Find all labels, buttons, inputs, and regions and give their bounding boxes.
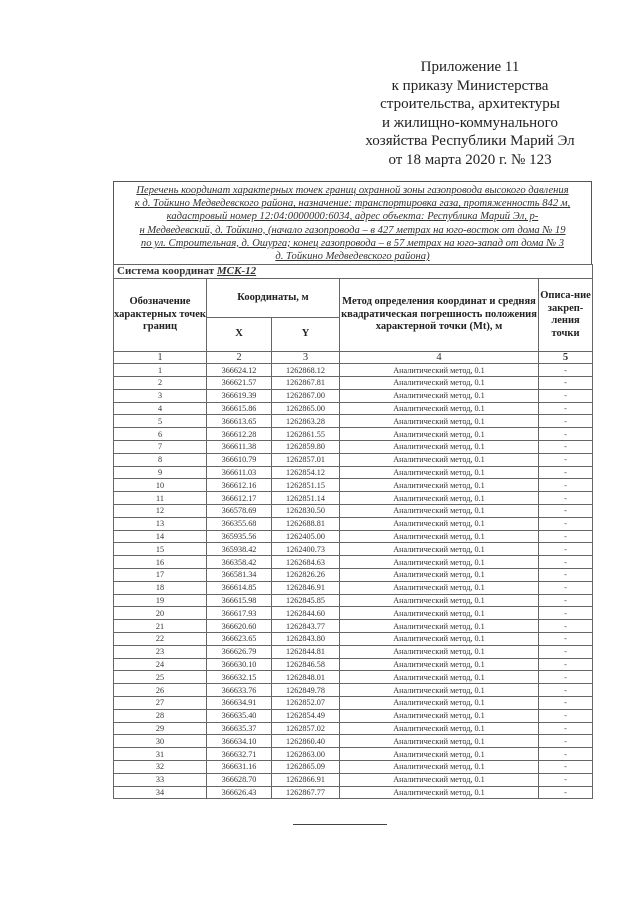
coord-x: 366624.12: [207, 364, 272, 377]
appendix-line: к приказу Министерства: [391, 77, 549, 94]
description: -: [539, 543, 593, 556]
point-id: 31: [114, 748, 207, 761]
table-row: [114, 709, 593, 722]
point-id: 1: [114, 364, 207, 377]
table-row: [114, 594, 593, 607]
coord-x: 365935.56: [207, 530, 272, 543]
description: -: [539, 504, 593, 517]
point-id: 26: [114, 684, 207, 697]
coord-y: 1262846.58: [272, 658, 340, 671]
point-id: 11: [114, 492, 207, 505]
coord-x: 366613.65: [207, 415, 272, 428]
coord-y: 1262849.78: [272, 684, 340, 697]
description: -: [539, 607, 593, 620]
title-line: н Медведевский, д. Тойкино, (начало газопровода – в 427 метрах на юго-восток от дома № 19: [139, 224, 566, 236]
description: -: [539, 581, 593, 594]
point-id: 32: [114, 760, 207, 773]
coord-x: 366631.16: [207, 760, 272, 773]
description: -: [539, 671, 593, 684]
coord-x: 366358.42: [207, 556, 272, 569]
table-row: [114, 543, 593, 556]
point-id: 16: [114, 556, 207, 569]
coord-x: 366635.37: [207, 722, 272, 735]
table-row: [114, 517, 593, 530]
table-row: [114, 389, 593, 402]
coord-y: 1262859.80: [272, 441, 340, 454]
point-id: 6: [114, 428, 207, 441]
column-numbers-row: [114, 352, 593, 364]
table-title: [113, 181, 592, 264]
description: -: [539, 658, 593, 671]
point-id: 33: [114, 773, 207, 786]
coord-y: 1262851.15: [272, 479, 340, 492]
description: -: [539, 735, 593, 748]
description: -: [539, 428, 593, 441]
title-line: Перечень координат характерных точек границ охранной зоны газопровода высокого давления: [136, 185, 569, 196]
table-row: [114, 492, 593, 505]
description: -: [539, 722, 593, 735]
column-number: 1: [114, 352, 207, 364]
header-coords: Координаты, м: [207, 279, 340, 317]
point-id: 20: [114, 607, 207, 620]
coord-x: 366615.86: [207, 402, 272, 415]
coord-x: 366611.38: [207, 441, 272, 454]
method: Аналитический метод, 0.1: [340, 428, 539, 441]
title-line: д. Тойкино Медведевского района): [275, 251, 430, 263]
coord-x: 366633.76: [207, 684, 272, 697]
method: Аналитический метод, 0.1: [340, 632, 539, 645]
method: Аналитический метод, 0.1: [340, 620, 539, 633]
method: Аналитический метод, 0.1: [340, 568, 539, 581]
table-row: [114, 364, 593, 377]
description: -: [539, 645, 593, 658]
method: Аналитический метод, 0.1: [340, 530, 539, 543]
point-id: 25: [114, 671, 207, 684]
coord-x: 366630.10: [207, 658, 272, 671]
appendix-line: от 18 марта 2020 г. № 123: [388, 151, 552, 168]
coord-y: 1262854.49: [272, 709, 340, 722]
method: Аналитический метод, 0.1: [340, 735, 539, 748]
footer-divider: [293, 824, 387, 825]
coord-x: 366621.57: [207, 377, 272, 390]
description: -: [539, 594, 593, 607]
description: -: [539, 530, 593, 543]
description: -: [539, 402, 593, 415]
point-id: 18: [114, 581, 207, 594]
method: Аналитический метод, 0.1: [340, 607, 539, 620]
table-row: [114, 428, 593, 441]
method: Аналитический метод, 0.1: [340, 696, 539, 709]
description: -: [539, 709, 593, 722]
method: Аналитический метод, 0.1: [340, 658, 539, 671]
description: -: [539, 684, 593, 697]
description: -: [539, 568, 593, 581]
coord-y: 1262867.77: [272, 786, 340, 799]
coord-y: 1262405.00: [272, 530, 340, 543]
table-row: [114, 658, 593, 671]
coord-x: 366634.91: [207, 696, 272, 709]
coord-y: 1262826.26: [272, 568, 340, 581]
description: -: [539, 517, 593, 530]
point-id: 13: [114, 517, 207, 530]
point-id: 8: [114, 453, 207, 466]
coord-y: 1262854.12: [272, 466, 340, 479]
coord-y: 1262852.07: [272, 696, 340, 709]
point-id: 27: [114, 696, 207, 709]
method: Аналитический метод, 0.1: [340, 671, 539, 684]
description: -: [539, 696, 593, 709]
method: Аналитический метод, 0.1: [340, 709, 539, 722]
coord-y: 1262863.28: [272, 415, 340, 428]
method: Аналитический метод, 0.1: [340, 786, 539, 799]
point-id: 28: [114, 709, 207, 722]
point-id: 23: [114, 645, 207, 658]
coord-y: 1262866.91: [272, 773, 340, 786]
method: Аналитический метод, 0.1: [340, 556, 539, 569]
table-row: [114, 760, 593, 773]
coord-x: 366619.39: [207, 389, 272, 402]
coord-x: 366632.71: [207, 748, 272, 761]
table-row: [114, 377, 593, 390]
point-id: 12: [114, 504, 207, 517]
column-number: 5: [539, 352, 593, 364]
coord-x: 366623.65: [207, 632, 272, 645]
header-method: Метод определения координат и средняя квадратическая погрешность положения характерной точки (Mt), м: [340, 279, 539, 352]
method: Аналитический метод, 0.1: [340, 581, 539, 594]
method: Аналитический метод, 0.1: [340, 453, 539, 466]
method: Аналитический метод, 0.1: [340, 645, 539, 658]
method: Аналитический метод, 0.1: [340, 760, 539, 773]
description: -: [539, 556, 593, 569]
coord-x: 366620.60: [207, 620, 272, 633]
table-row: [114, 479, 593, 492]
coord-y: 1262860.40: [272, 735, 340, 748]
coord-x: 366578.69: [207, 504, 272, 517]
table-row: [114, 607, 593, 620]
appendix-header: [330, 58, 610, 169]
coord-x: 366612.16: [207, 479, 272, 492]
coord-y: 1262830.50: [272, 504, 340, 517]
description: -: [539, 620, 593, 633]
coord-x: 366617.93: [207, 607, 272, 620]
method: Аналитический метод, 0.1: [340, 594, 539, 607]
method: Аналитический метод, 0.1: [340, 504, 539, 517]
coord-x: 366632.15: [207, 671, 272, 684]
point-id: 14: [114, 530, 207, 543]
method: Аналитический метод, 0.1: [340, 543, 539, 556]
coord-x: 366635.40: [207, 709, 272, 722]
point-id: 24: [114, 658, 207, 671]
coord-y: 1262867.81: [272, 377, 340, 390]
description: -: [539, 786, 593, 799]
method: Аналитический метод, 0.1: [340, 684, 539, 697]
point-id: 9: [114, 466, 207, 479]
column-number: 4: [340, 352, 539, 364]
coord-x: 366581.34: [207, 568, 272, 581]
point-id: 2: [114, 377, 207, 390]
appendix-line: Приложение 11: [420, 59, 520, 75]
header-y: Y: [272, 317, 340, 352]
method: Аналитический метод, 0.1: [340, 722, 539, 735]
appendix-line: и жилищно-коммунального: [382, 114, 558, 131]
table-row: [114, 735, 593, 748]
coord-y: 1262845.85: [272, 594, 340, 607]
coord-x: 366614.85: [207, 581, 272, 594]
point-id: 3: [114, 389, 207, 402]
point-id: 5: [114, 415, 207, 428]
coord-y: 1262684.63: [272, 556, 340, 569]
coord-x: 366615.98: [207, 594, 272, 607]
description: -: [539, 453, 593, 466]
table-row: [114, 620, 593, 633]
method: Аналитический метод, 0.1: [340, 773, 539, 786]
table-row: [114, 645, 593, 658]
table-row: [114, 786, 593, 799]
description: -: [539, 415, 593, 428]
coord-y: 1262865.00: [272, 402, 340, 415]
coord-x: 366610.79: [207, 453, 272, 466]
header-designation: Обозначение характерных точек границ: [114, 279, 207, 352]
coord-y: 1262863.00: [272, 748, 340, 761]
point-id: 22: [114, 632, 207, 645]
point-id: 34: [114, 786, 207, 799]
point-id: 7: [114, 441, 207, 454]
coord-x: 366355.68: [207, 517, 272, 530]
point-id: 10: [114, 479, 207, 492]
method: Аналитический метод, 0.1: [340, 479, 539, 492]
method: Аналитический метод, 0.1: [340, 492, 539, 505]
method: Аналитический метод, 0.1: [340, 748, 539, 761]
table-row: [114, 632, 593, 645]
coord-y: 1262867.00: [272, 389, 340, 402]
coordinate-system-value: МСК-12: [216, 265, 257, 278]
column-number: 2: [207, 352, 272, 364]
description: -: [539, 377, 593, 390]
coord-x: 366626.79: [207, 645, 272, 658]
coordinates-table: [113, 264, 593, 799]
coord-y: 1262868.12: [272, 364, 340, 377]
description: -: [539, 773, 593, 786]
point-id: 17: [114, 568, 207, 581]
description: -: [539, 760, 593, 773]
coordinates-sheet: [113, 181, 592, 799]
table-row: [114, 402, 593, 415]
method: Аналитический метод, 0.1: [340, 377, 539, 390]
coord-y: 1262857.02: [272, 722, 340, 735]
coord-y: 1262861.55: [272, 428, 340, 441]
coord-x: 366612.28: [207, 428, 272, 441]
table-row: [114, 415, 593, 428]
table-row: [114, 581, 593, 594]
method: Аналитический метод, 0.1: [340, 402, 539, 415]
method: Аналитический метод, 0.1: [340, 364, 539, 377]
description: -: [539, 492, 593, 505]
point-id: 15: [114, 543, 207, 556]
description: -: [539, 466, 593, 479]
title-line: по ул. Строительная, д. Ошурга; конец газопровода – в 57 метрах на юго-запад от дома № 3: [140, 237, 565, 249]
table-row: [114, 568, 593, 581]
table-row: [114, 684, 593, 697]
description: -: [539, 632, 593, 645]
table-row: [114, 671, 593, 684]
coord-x: 366611.03: [207, 466, 272, 479]
description: -: [539, 748, 593, 761]
appendix-line: хозяйства Республики Марий Эл: [365, 133, 575, 149]
title-line: кадастровый номер 12:04:0000000:6034, адрес объекта: Республика Марий Эл, р-: [166, 211, 539, 223]
table-row: [114, 441, 593, 454]
coord-y: 1262844.81: [272, 645, 340, 658]
coord-y: 1262857.01: [272, 453, 340, 466]
table-row: [114, 773, 593, 786]
coordinate-system: Система координат МСК-12: [114, 265, 593, 279]
method: Аналитический метод, 0.1: [340, 389, 539, 402]
coord-y: 1262843.77: [272, 620, 340, 633]
coord-y: 1262846.91: [272, 581, 340, 594]
point-id: 19: [114, 594, 207, 607]
coord-x: 365938.42: [207, 543, 272, 556]
coord-y: 1262844.60: [272, 607, 340, 620]
table-row: [114, 530, 593, 543]
description: -: [539, 364, 593, 377]
table-row: [114, 556, 593, 569]
coord-y: 1262400.73: [272, 543, 340, 556]
table-row: [114, 748, 593, 761]
header-x: X: [207, 317, 272, 352]
coord-y: 1262848.01: [272, 671, 340, 684]
point-id: 30: [114, 735, 207, 748]
point-id: 21: [114, 620, 207, 633]
table-row: [114, 453, 593, 466]
method: Аналитический метод, 0.1: [340, 441, 539, 454]
method: Аналитический метод, 0.1: [340, 466, 539, 479]
coord-x: 366626.43: [207, 786, 272, 799]
point-id: 4: [114, 402, 207, 415]
description: -: [539, 441, 593, 454]
description: -: [539, 479, 593, 492]
point-id: 29: [114, 722, 207, 735]
coord-y: 1262851.14: [272, 492, 340, 505]
description: -: [539, 389, 593, 402]
table-row: [114, 466, 593, 479]
title-line: к д. Тойкино Медведевского района, назначение: транспортировка газа, протяженность 842 м,: [134, 198, 571, 210]
coord-x: 366628.70: [207, 773, 272, 786]
method: Аналитический метод, 0.1: [340, 415, 539, 428]
table-row: [114, 504, 593, 517]
table-row: [114, 696, 593, 709]
column-number: 3: [272, 352, 340, 364]
coord-y: 1262843.80: [272, 632, 340, 645]
method: Аналитический метод, 0.1: [340, 517, 539, 530]
table-row: [114, 722, 593, 735]
coord-x: 366634.10: [207, 735, 272, 748]
appendix-line: строительства, архитектуры: [380, 96, 560, 112]
coord-x: 366612.17: [207, 492, 272, 505]
coord-y: 1262688.81: [272, 517, 340, 530]
header-description: Описа-ние закреп-ления точки: [539, 279, 593, 352]
coord-y: 1262865.09: [272, 760, 340, 773]
